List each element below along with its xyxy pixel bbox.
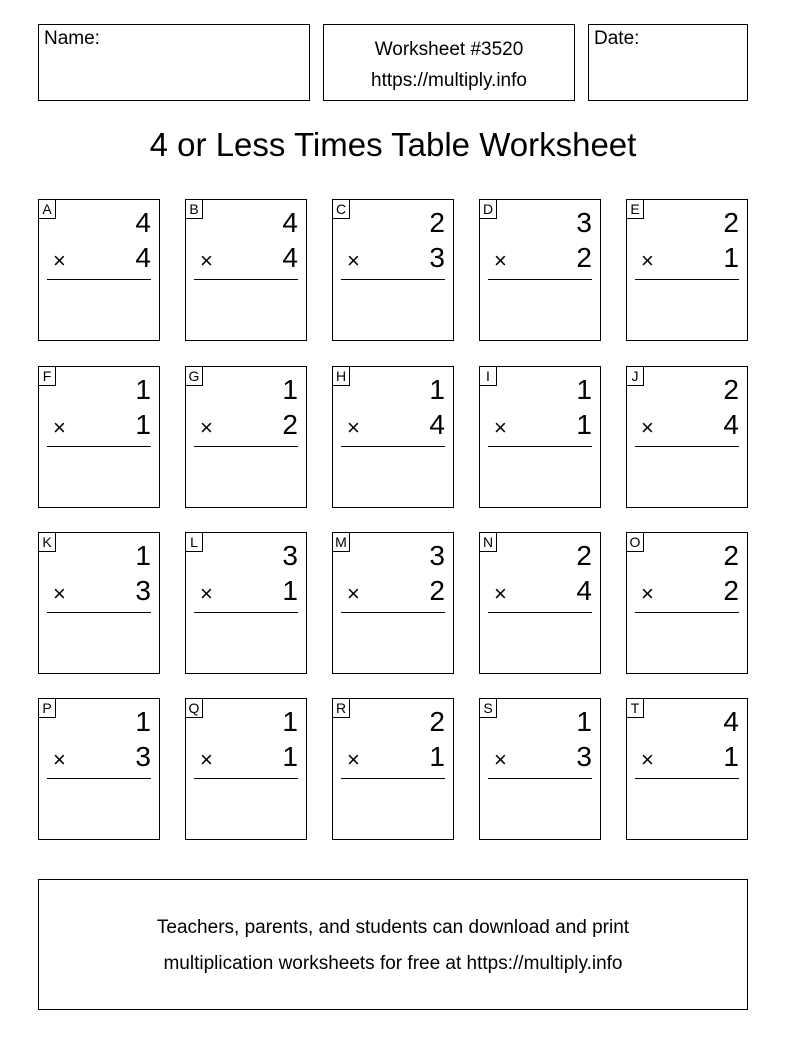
problem-letter: F	[38, 366, 56, 386]
problem-card[interactable]	[38, 532, 160, 674]
multiplier: 1	[282, 741, 298, 772]
problem-card[interactable]	[38, 698, 160, 840]
answer-line	[194, 778, 298, 779]
multiplicand: 1	[282, 706, 298, 737]
times-icon: ×	[200, 581, 213, 606]
times-icon: ×	[641, 581, 654, 606]
answer-line	[488, 279, 592, 280]
multiplicand: 3	[429, 540, 445, 571]
times-icon: ×	[53, 747, 66, 772]
multiplier: 1	[429, 741, 445, 772]
multiplier: 2	[576, 242, 592, 273]
answer-line	[194, 612, 298, 613]
problem-card[interactable]	[479, 698, 601, 840]
times-icon: ×	[200, 415, 213, 440]
problem-card[interactable]	[479, 366, 601, 508]
multiplicand: 1	[135, 706, 151, 737]
answer-line	[488, 778, 592, 779]
problem-card[interactable]	[332, 199, 454, 341]
multiplicand: 4	[723, 706, 739, 737]
answer-line	[635, 612, 739, 613]
multiplier: 4	[282, 242, 298, 273]
multiplicand: 1	[576, 374, 592, 405]
multiplier: 1	[576, 409, 592, 440]
problem-card[interactable]	[626, 199, 748, 341]
multiplicand: 4	[282, 207, 298, 238]
times-icon: ×	[53, 248, 66, 273]
multiplicand: 3	[282, 540, 298, 571]
times-icon: ×	[494, 415, 507, 440]
problem-card[interactable]	[38, 199, 160, 341]
multiplier: 3	[576, 741, 592, 772]
problem-card[interactable]	[185, 698, 307, 840]
times-icon: ×	[347, 747, 360, 772]
multiplier: 2	[723, 575, 739, 606]
multiplicand: 1	[135, 374, 151, 405]
answer-line	[47, 612, 151, 613]
times-icon: ×	[347, 248, 360, 273]
multiplier: 2	[282, 409, 298, 440]
times-icon: ×	[200, 248, 213, 273]
answer-line	[635, 446, 739, 447]
multiplicand: 2	[576, 540, 592, 571]
answer-line	[47, 446, 151, 447]
answer-line	[488, 446, 592, 447]
multiplier: 1	[723, 242, 739, 273]
worksheet-url: https://multiply.info	[371, 70, 527, 91]
multiplier: 3	[135, 741, 151, 772]
problem-card[interactable]	[332, 532, 454, 674]
problem-letter: B	[185, 199, 203, 219]
times-icon: ×	[494, 581, 507, 606]
multiplicand: 1	[576, 706, 592, 737]
answer-line	[635, 778, 739, 779]
worksheet-number: Worksheet #3520	[374, 39, 524, 60]
problem-letter: S	[479, 698, 497, 718]
problem-letter: G	[185, 366, 203, 386]
answer-line	[194, 446, 298, 447]
problem-letter: R	[332, 698, 350, 718]
problem-letter: M	[332, 532, 350, 552]
problem-letter: K	[38, 532, 56, 552]
problem-card[interactable]	[332, 366, 454, 508]
multiplier: 1	[135, 409, 151, 440]
multiplier: 4	[135, 242, 151, 273]
multiplier: 1	[723, 741, 739, 772]
multiplier: 2	[429, 575, 445, 606]
problem-letter: E	[626, 199, 644, 219]
answer-line	[47, 778, 151, 779]
times-icon: ×	[53, 581, 66, 606]
problem-letter: D	[479, 199, 497, 219]
answer-line	[635, 279, 739, 280]
multiplicand: 2	[723, 540, 739, 571]
times-icon: ×	[200, 747, 213, 772]
footer-line-2: multiplication worksheets for free at https://multiply.info	[163, 953, 623, 974]
times-icon: ×	[347, 415, 360, 440]
multiplier: 4	[576, 575, 592, 606]
multiplicand: 1	[282, 374, 298, 405]
multiplicand: 2	[723, 374, 739, 405]
multiplicand: 2	[429, 706, 445, 737]
problem-letter: T	[626, 698, 644, 718]
problem-card[interactable]	[38, 366, 160, 508]
times-icon: ×	[641, 415, 654, 440]
multiplicand: 1	[429, 374, 445, 405]
multiplier: 4	[723, 409, 739, 440]
problem-card[interactable]	[479, 199, 601, 341]
multiplier: 3	[135, 575, 151, 606]
problem-letter: O	[626, 532, 644, 552]
answer-line	[194, 279, 298, 280]
times-icon: ×	[53, 415, 66, 440]
times-icon: ×	[347, 581, 360, 606]
problem-letter: P	[38, 698, 56, 718]
times-icon: ×	[494, 747, 507, 772]
times-icon: ×	[494, 248, 507, 273]
footer-line-1: Teachers, parents, and students can download and print	[156, 917, 630, 938]
problem-card[interactable]	[332, 698, 454, 840]
multiplicand: 2	[429, 207, 445, 238]
multiplier: 4	[429, 409, 445, 440]
multiplicand: 3	[576, 207, 592, 238]
problem-card[interactable]	[626, 532, 748, 674]
answer-line	[341, 279, 445, 280]
date-field[interactable]	[588, 24, 748, 101]
answer-line	[488, 612, 592, 613]
problem-card[interactable]	[626, 366, 748, 508]
problem-card[interactable]	[185, 532, 307, 674]
problem-card[interactable]	[626, 698, 748, 840]
problem-letter: H	[332, 366, 350, 386]
problem-letter: I	[479, 366, 497, 386]
multiplier: 3	[429, 242, 445, 273]
worksheet-info-box	[323, 24, 575, 101]
problem-card[interactable]	[479, 532, 601, 674]
problem-letter: A	[38, 199, 56, 219]
name-label: Name:	[44, 28, 100, 49]
problem-letter: Q	[185, 698, 203, 718]
problem-letter: N	[479, 532, 497, 552]
problem-card[interactable]	[185, 199, 307, 341]
problem-letter: J	[626, 366, 644, 386]
answer-line	[341, 778, 445, 779]
problem-card[interactable]	[185, 366, 307, 508]
date-label: Date:	[594, 28, 640, 49]
times-icon: ×	[641, 747, 654, 772]
footer-box	[38, 879, 748, 1010]
multiplicand: 1	[135, 540, 151, 571]
multiplicand: 2	[723, 207, 739, 238]
problem-letter: L	[185, 532, 203, 552]
times-icon: ×	[641, 248, 654, 273]
multiplicand: 4	[135, 207, 151, 238]
answer-line	[341, 446, 445, 447]
page-title: 4 or Less Times Table Worksheet	[149, 126, 637, 163]
answer-line	[341, 612, 445, 613]
problem-letter: C	[332, 199, 350, 219]
answer-line	[47, 279, 151, 280]
name-field[interactable]	[38, 24, 310, 101]
multiplier: 1	[282, 575, 298, 606]
